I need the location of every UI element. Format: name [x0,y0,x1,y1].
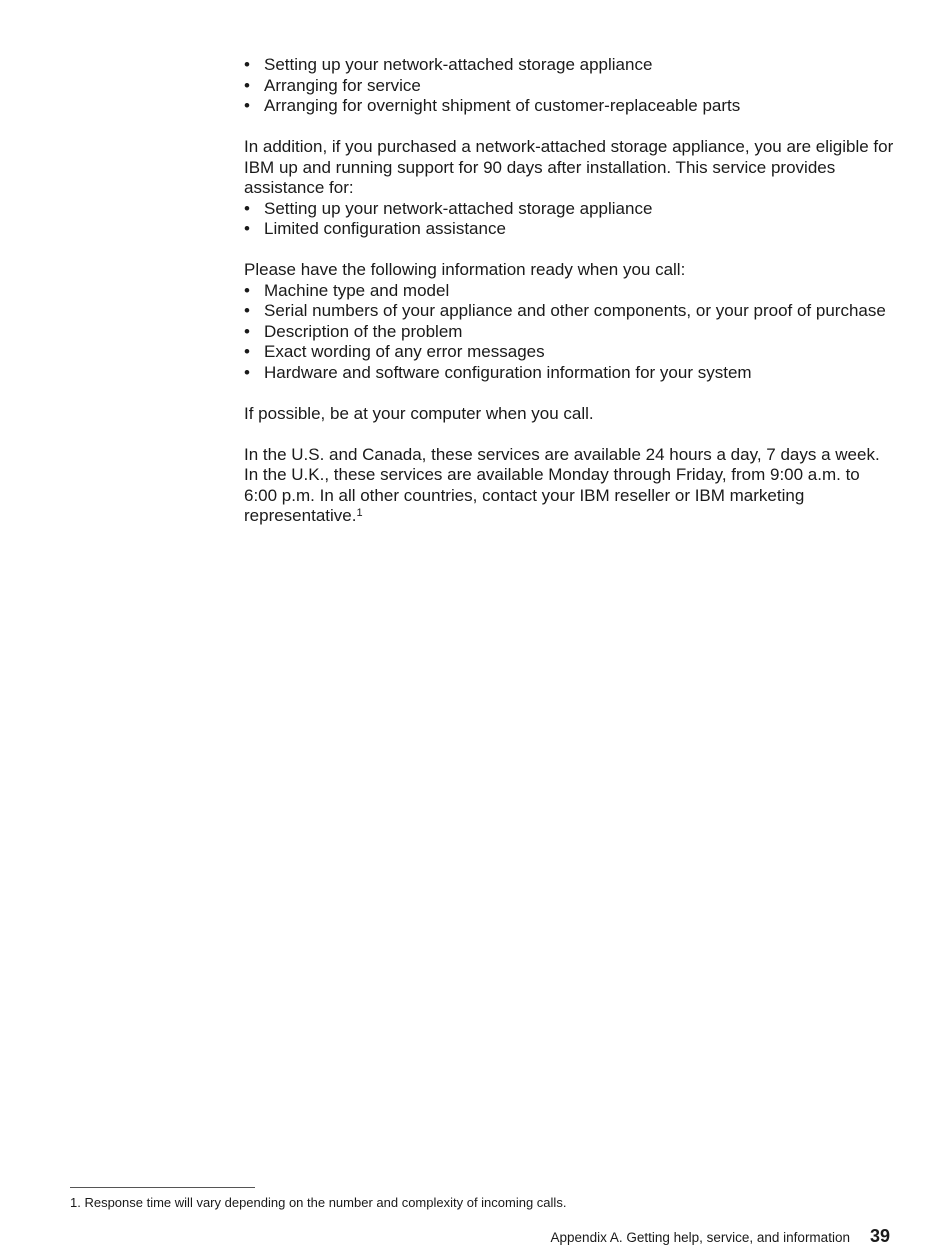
footnote: 1. Response time will vary depending on the number and complexity of incoming calls. [70,1195,567,1210]
page-number: 39 [869,1226,890,1246]
bullet-icon: • [244,280,250,300]
page-body [244,55,894,527]
bullet-icon: • [244,219,250,238]
footnote-divider [70,1187,255,1188]
bullet-icon: • [244,55,250,74]
info-list [244,281,894,384]
paragraph-computer: If possible, be at your computer when you call. [244,403,594,423]
list-item: • Exact wording of any error messages [244,342,545,361]
services-list [244,55,894,117]
list-item: • Description of the problem [244,321,463,341]
bullet-icon: • [244,96,250,115]
list-item: • Serial numbers of your appliance and other components, or your proof of purchase [244,301,886,320]
paragraph-info-intro: Please have the following information ready when you call: [244,260,686,279]
paragraph-addition: In addition, if you purchased a network-attached storage appliance, you are eligible for IBM up and running support for 90 days after installation. This service provides assistance for: [244,137,894,197]
list-item: • Arranging for service [244,75,421,95]
bullet-icon: • [244,342,250,361]
page-footer [551,1226,890,1247]
list-item: • Machine type and model [244,280,450,300]
bullet-icon: • [244,198,250,218]
bullet-icon: • [244,362,250,382]
list-item: • Setting up your network-attached storage appliance [244,55,653,74]
list-item: • Limited configuration assistance [244,219,506,238]
list-item: • Arranging for overnight shipment of customer-replaceable parts [244,96,741,115]
bullet-icon: • [244,301,250,320]
paragraph-availability: In the U.S. and Canada, these services are available 24 hours a day, 7 days a week. In the U.K., these services are available Monday through Friday, from 9:00 a.m. to 6:00 p.m. In all other countries, contact your IBM reseller or IBM marketing representative.$^1$ [244,444,880,525]
support-list [244,199,894,240]
list-item: • Hardware and software configuration information for your system [244,362,752,382]
running-title: Appendix A. Getting help, service, and information [550,1230,850,1245]
bullet-icon: • [244,321,250,341]
bullet-icon: • [244,75,250,95]
footnote-reference[interactable]: 1 [356,507,363,519]
list-item: • Setting up your network-attached storage appliance [244,198,653,218]
